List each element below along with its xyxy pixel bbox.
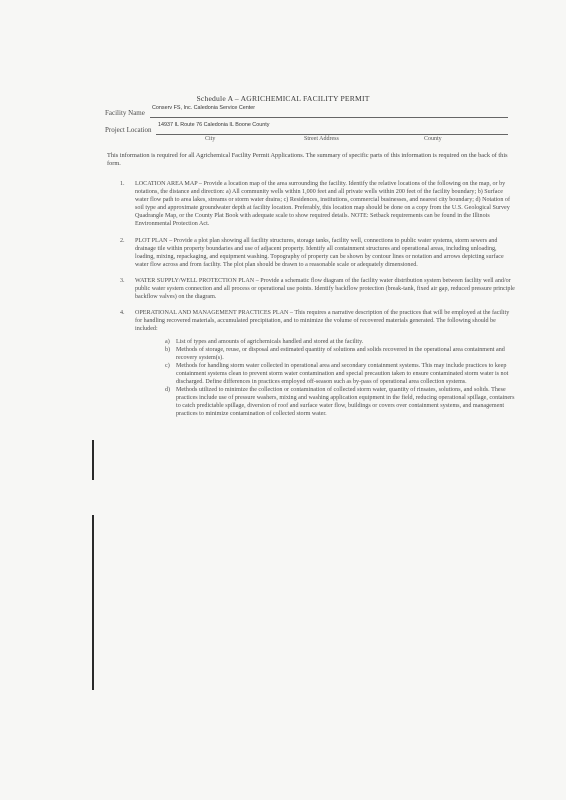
item-number: 2. xyxy=(120,237,125,244)
item-text: LOCATION AREA MAP – Provide a location map of the area surrounding the facility. Identify the relative locations of the following on the map, or by notations, the distance and direction: a) All community wells within 1,000 feet and all private wells within 200 feet of the facility boundary; b) Surface water flow path to area lakes, streams or storm water drains; c) Residences, institutions, commercial businesses, and nearest city boundary; d) Notation of soil type and approximate groundwater depth at facility location. Preferably, this location map should be done on a copy from the U.S. Geological Survey Quadrangle Map, or the County Plat Book with adequate scale to show required details. NOTE: Setback requirements can be found in the Illinois Environmental Protection Act. xyxy=(135,181,510,228)
street-address-label: Street Address xyxy=(304,136,339,142)
sub-item-letter: c) xyxy=(165,362,170,369)
requirements-list xyxy=(107,180,517,426)
scan-edge-mark xyxy=(92,440,94,480)
item-text: WATER SUPPLY/WELL PROTECTION PLAN – Provide a schematic flow diagram of the facility water distribution system between facility well and/or public water system connection and all process or operational use points. Identify backflow protection (break-tank, fixed air gap, reduced pressure principle backflow valves) on the diagram. xyxy=(135,277,515,301)
sub-item xyxy=(165,362,517,386)
sub-item xyxy=(165,338,517,346)
sub-item-text: Methods of storage, reuse, or disposal and estimated quantity of solutions and solids recovered in the operational area containment and recovery system(s). xyxy=(176,346,505,361)
sub-item-letter: b) xyxy=(165,346,171,353)
sub-item-text: Methods utilized to minimize the collection or contamination of collected storm water, quantity of rinsates, solutions, and solids. These practices include use of pressure washers, mixing and washing application equipment in the field, reducing operational spillage, containers to catch predictable spillage, diversion of roof and surface water flow, buildings or covers over containment systems, and management practices to minimize contamination of collected storm water. xyxy=(176,387,515,418)
sub-item-letter: a) xyxy=(165,338,170,345)
sub-item xyxy=(165,386,517,418)
project-location-label: Project Location xyxy=(105,126,152,134)
item-number: 4. xyxy=(120,310,125,317)
facility-name-row xyxy=(105,105,256,117)
sub-item xyxy=(165,346,517,362)
project-location-underline xyxy=(156,134,508,135)
sub-item-letter: d) xyxy=(165,387,171,394)
sub-list xyxy=(165,338,517,419)
facility-name-underline xyxy=(150,117,508,118)
item-number: 3. xyxy=(120,277,125,284)
item-text: PLOT PLAN – Provide a plot plan showing all facility structures, storage tanks, facility well, connections to public water systems, storm sewers and drainage tile within property boundaries and use of adjacent property. Identify all containment structures and operational areas, including unloading, loading, mixing, repackaging, and equipment washing. Topography of property can be shown by contour lines or notation and arrows depicting surface water flow across and from facility. The plot plan should be drawn to a reasonable scale or adequately dimensioned. xyxy=(135,237,504,268)
county-label: County xyxy=(424,136,442,142)
item-text: OPERATIONAL AND MANAGEMENT PRACTICES PLAN – This requires a narrative description of the practices that will be employed at the facility for handling recovered materials, accumulated precipitation, and to minimize the volume of recovered materials generated. The following should be included: xyxy=(135,310,510,333)
project-location-row xyxy=(105,122,270,134)
intro-paragraph: This information is required for all Agrichemical Facility Permit Applications. The summary of specific parts of this information is required on the back of this form. xyxy=(107,152,508,168)
list-item xyxy=(107,309,517,418)
facility-name-label: Facility Name xyxy=(105,109,145,117)
list-item xyxy=(107,180,517,229)
project-location-value: 14937 IL Route 76 Caledonia IL Boone County xyxy=(158,122,270,128)
list-item xyxy=(107,277,517,301)
scan-edge-mark xyxy=(92,515,94,690)
sub-item-text: Methods for handling storm water collected in operational area and secondary containment systems. This may include practices to keep containment systems clean to prevent storm water contamination and special precaution taken to ensure contaminated storm water is not discharged. Define differences in practices employed off-season such as by-pass of operational area collection systems. xyxy=(176,362,509,385)
facility-name-value: Conserv FS, Inc. Caledonia Service Center xyxy=(152,105,256,111)
item-number: 1. xyxy=(120,181,125,187)
city-label: City xyxy=(205,136,216,142)
sub-item-text: List of types and amounts of agrichemicals handled and stored at the facility. xyxy=(176,338,364,345)
page-title: Schedule A – AGRICHEMICAL FACILITY PERMIT xyxy=(196,94,370,103)
list-item xyxy=(107,237,517,269)
